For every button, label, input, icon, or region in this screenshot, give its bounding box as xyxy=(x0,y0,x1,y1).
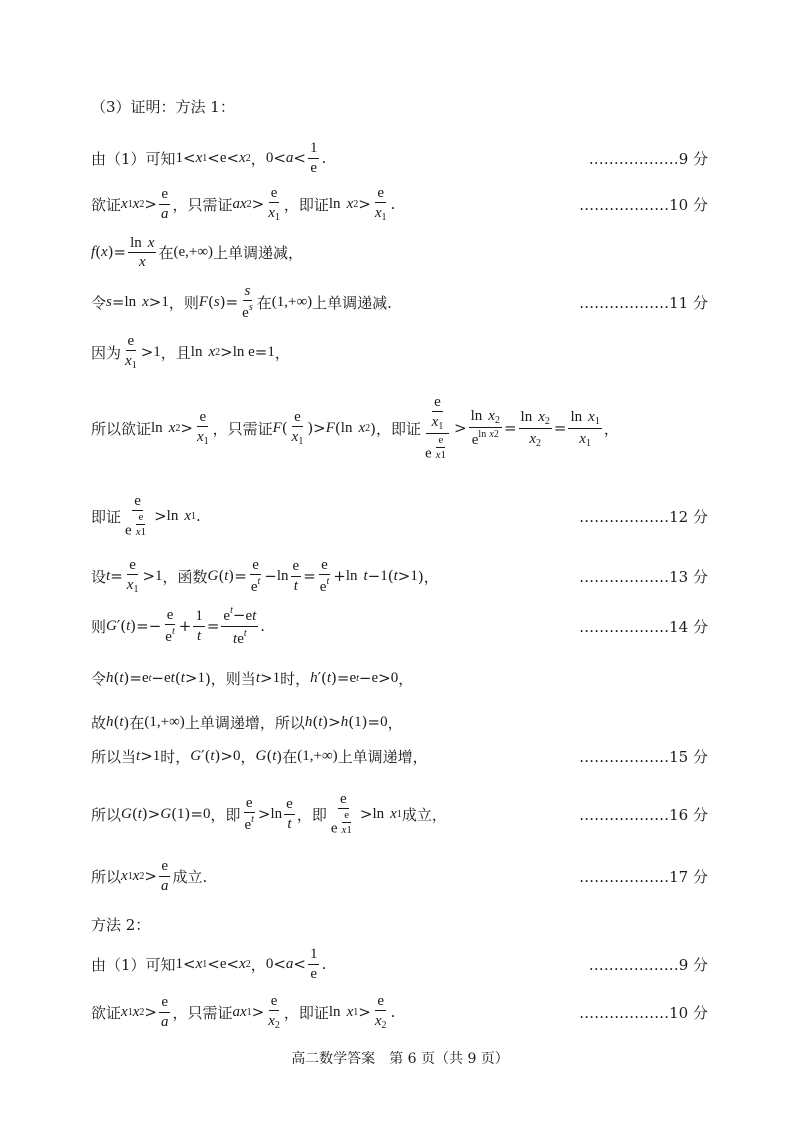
proof-line-9 xyxy=(91,556,708,596)
math-expression: 因为 $\frac{e}{x_1}$ > 1 ，且 ln x 2 > ln e = 1 ， xyxy=(91,332,290,372)
proof-line-7 xyxy=(91,392,708,464)
proof-heading-text: （3）证明：方法 1： xyxy=(91,98,235,116)
proof-line-18 xyxy=(91,992,708,1032)
proof-line-5 xyxy=(91,282,708,322)
proof-line-15 xyxy=(91,856,708,896)
math-expression: f ( x )= $\frac{\text{ln x}}{x}$ 在 (e,+∞) 上单调递减， xyxy=(91,234,304,270)
math-expression: 欲证 x 1 x 2 > $\frac{e}{a}$ ，只需证 ax 2 > $\frac{e}{x_1}$ ，即证 ln x 2 > $\frac{e}{x_1}$ . xyxy=(91,184,396,224)
page-footer: 高二数学答案 第 6 页（共 9 页） xyxy=(291,1051,509,1067)
math-expression: 所以欲证 ln x 2 > $\frac{e}{x_1}$ ，只需证 F ( $\frac{e}{x_1}$ )> F ( ln x 2 )，即证 $\frac{e}{x_1}$ e $^{\frac{e}{x1}}$ > $\frac{\ln x_2}{e^{ln x2}}$ = $\frac{\ln x_2}{x_2}$ = $\frac{\ln x_1}{x_1}$ ， xyxy=(91,393,619,462)
math-expression: 由（1）可知 1 < x 1 < e < x 2 ， 0 < a < $\frac{1}{e}$ . xyxy=(91,946,327,982)
math-expression: 令 h ( t )= e t − e t ( t > 1 )，则当 t > 1 时， h ′( t )= e t − e > 0 ， xyxy=(91,669,414,688)
math-expression: 由（1）可知 1 < x 1 < e < x 2 ， 0 < a < $\frac{1}{e}$ . xyxy=(91,140,327,176)
score-marker: ………………9 分 xyxy=(588,149,708,168)
proof-line-8 xyxy=(91,492,708,540)
score-marker: ………………15 分 xyxy=(579,747,708,766)
math-expression: 所以 x 1 x 2 > $\frac{e}{a}$ 成立. xyxy=(91,858,208,894)
math-expression: 即证 e e $^{\frac{e}{x1}}$ > ln x 1 . xyxy=(91,492,201,539)
math-expression: 所以当 t > 1 时， G ′( t )> 0 ， G ( t )在 (1,+∞) 上单调递增， xyxy=(91,747,428,766)
score-marker: ………………11 分 xyxy=(579,293,708,312)
math-expression: 所以 G ( t )> G ( 1 )= 0 ，即 $\frac{e}{e^t}$ > ln $\frac{e}{t}$ ，即 e e $^{\frac{e}{x1}}$ > ln x 1 成立， xyxy=(91,790,447,837)
score-marker: ………………16 分 xyxy=(579,805,708,824)
proof-heading xyxy=(91,96,708,117)
method-2-heading-text: 方法 2： xyxy=(91,915,151,934)
proof-line-3 xyxy=(91,184,708,224)
proof-line-11 xyxy=(91,664,708,692)
math-expression: 设 t = $\frac{e}{x_1}$ > 1 ，函数 G ( t )= $\frac{e}{e^t}$ − ln $\frac{e}{t}$ = $\frac{e}{e^t}$ + ln t − 1 ( t > 1 )， xyxy=(91,556,439,596)
score-marker: ………………17 分 xyxy=(579,867,708,886)
proof-line-13 xyxy=(91,742,708,770)
proof-line-10 xyxy=(91,606,708,646)
score-marker: ………………10 分 xyxy=(579,1003,708,1022)
math-expression: 则 G ′( t )=− $\frac{e}{e^t}$ + $\frac{1}{t}$ = $\frac{e^t-et}{te^t}$ . xyxy=(91,605,266,647)
proof-line-6 xyxy=(91,332,708,372)
proof-line-12 xyxy=(91,708,708,736)
score-marker: ………………10 分 xyxy=(579,195,708,214)
score-marker: ………………14 分 xyxy=(579,617,708,636)
proof-line-2 xyxy=(91,138,708,178)
proof-line-17 xyxy=(91,944,708,984)
score-marker: ………………13 分 xyxy=(579,567,708,586)
math-expression: 故 h ( t )在 (1,+∞) 上单调递增，所以 h ( t )> h ( 1 )= 0 ， xyxy=(91,713,403,732)
math-expression: 令 s = ln x > 1 ，则 F ( s )= $\frac{s}{e^s}$ 在 (1,+∞) 上单调递减. xyxy=(91,282,392,321)
proof-line-14 xyxy=(91,790,708,838)
score-marker: ………………12 分 xyxy=(579,507,708,526)
math-expression: 欲证 x 1 x 2 > $\frac{e}{a}$ ，只需证 ax 1 > $\frac{e}{x_2}$ ，即证 ln x 1 > $\frac{e}{x_2}$ . xyxy=(91,992,396,1032)
proof-line-4 xyxy=(91,232,708,272)
score-marker: ………………9 分 xyxy=(588,955,708,974)
method-2-heading xyxy=(91,912,708,936)
